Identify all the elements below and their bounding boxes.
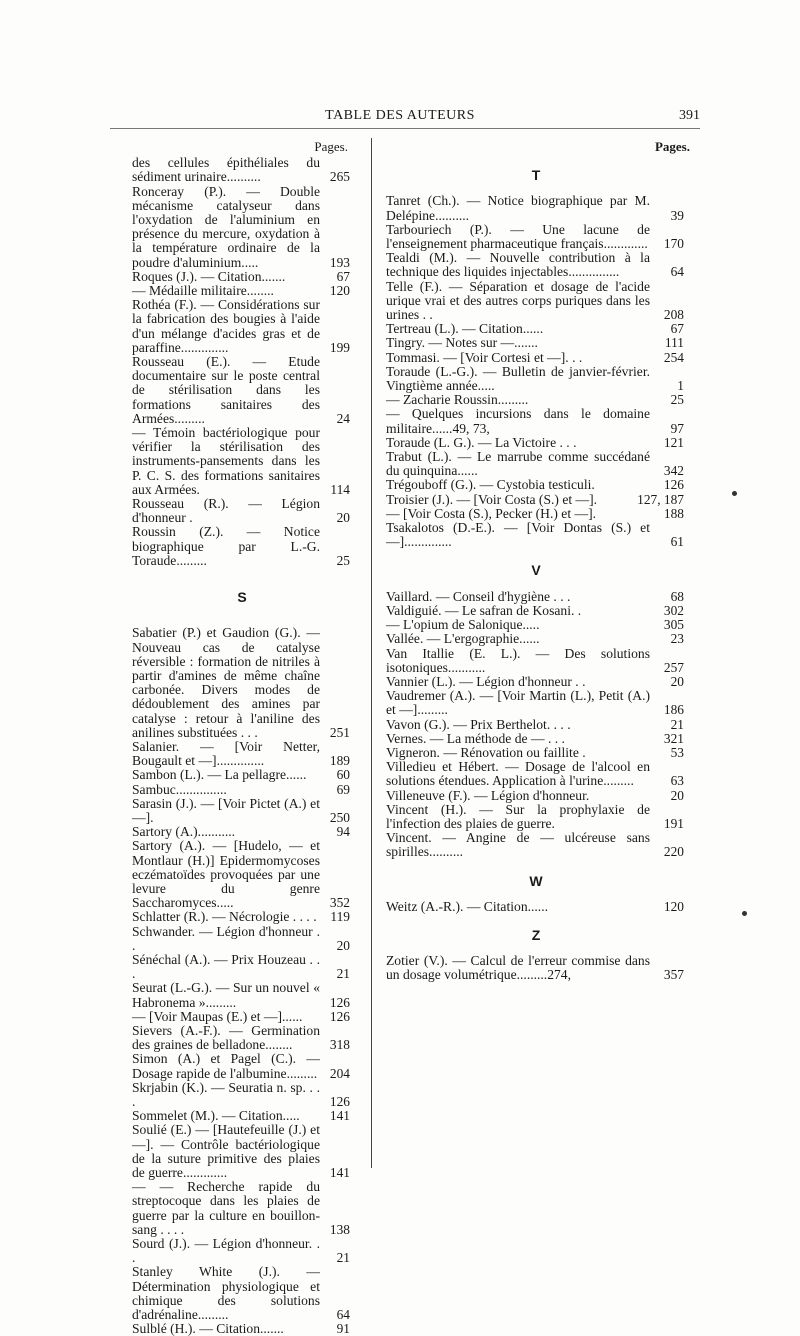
index-entry xyxy=(132,426,352,497)
entry-text: Rousseau (R.). — Légion d'honneur . xyxy=(132,496,320,526)
index-entry xyxy=(132,497,352,525)
entry-text: Vavon (G.). — Prix Berthelot. . . . xyxy=(386,716,571,732)
index-entry xyxy=(132,1180,352,1237)
entry-page-number: 138 xyxy=(329,1221,350,1237)
index-entry xyxy=(386,436,688,450)
page-number: 391 xyxy=(679,108,700,123)
entry-page-number: 120 xyxy=(663,898,684,914)
entry-page-number: 25 xyxy=(336,552,350,568)
entry-text: Schwander. — Légion d'honneur . . xyxy=(132,923,320,953)
index-entry xyxy=(386,351,688,365)
entry-page-number: 141 xyxy=(329,1108,350,1124)
entry-page-number: 254 xyxy=(663,349,684,365)
entry-page-number: 69 xyxy=(336,781,350,797)
entry-page-number: 186 xyxy=(663,702,684,718)
index-entry xyxy=(386,647,688,675)
entry-text: Vincent (H.). — Sur la prophylaxie de l'infection des plaies de guerre. xyxy=(386,801,650,831)
index-entry xyxy=(132,1081,352,1109)
index-entry xyxy=(386,507,688,521)
entry-page-number: 251 xyxy=(329,724,350,740)
entry-text: Toraude (L.-G.). — Bulletin de janvier-février. Vingtième année..... xyxy=(386,363,650,394)
entry-text: Toraude (L. G.). — La Victoire . . . xyxy=(386,434,577,450)
margin-dot xyxy=(732,491,737,496)
section-letter: T xyxy=(531,167,541,184)
entry-text: — [Voir Costa (S.), Pecker (H.) et —]. xyxy=(386,505,597,521)
entry-page-number: 191 xyxy=(663,815,684,831)
entry-text: Sarasin (J.). — [Voir Pictet (A.) et —]. xyxy=(132,795,320,825)
entry-text: Tealdi (M.). — Nouvelle contribution à la technique des liquides injectables............... xyxy=(386,250,650,280)
index-entry xyxy=(132,1052,352,1080)
entry-page-number: 321 xyxy=(663,730,684,746)
entry-page-number: 126 xyxy=(329,1094,350,1109)
entry-text: Tanret (Ch.). — Notice biographique par M. Delépine.......... xyxy=(386,193,650,223)
entry-text: Roques (J.). — Citation....... xyxy=(132,268,286,284)
entry-page-number: 25 xyxy=(670,392,684,408)
index-entry xyxy=(132,783,352,797)
index-entry xyxy=(132,284,352,298)
entry-text: Tarbouriech (P.). — Une lacune de l'enseignement pharmaceutique français............. xyxy=(386,221,650,252)
entry-text: Troisier (J.). — [Voir Costa (S.) et —]. xyxy=(386,491,598,507)
entry-text: Valdiguié. — Le safran de Kosani. . xyxy=(386,602,582,618)
entry-text: Sambuc............... xyxy=(132,781,227,797)
entry-text: Sabatier (P.) et Gaudion (G.). — Nouveau cas de catalyse réversible : formation de nitriles à partir d'amines de même chaîne carbonée. Divers modes de dédoublement des amines par catalyse : retour à l'aniline des anilines substituées . . . xyxy=(132,625,320,740)
entry-text: Tingry. — Notes sur —....... xyxy=(386,335,538,351)
entry-page-number: 114 xyxy=(330,481,350,497)
index-entry xyxy=(132,1010,352,1024)
index-entry xyxy=(386,789,688,803)
index-entry xyxy=(132,626,352,740)
index-entry xyxy=(386,322,688,336)
index-entry xyxy=(386,336,688,350)
entry-page-number: 67 xyxy=(670,321,684,337)
index-entry xyxy=(386,478,688,492)
index-entry xyxy=(386,365,688,393)
index-entry xyxy=(132,355,352,426)
index-entry xyxy=(386,803,688,831)
entry-text: Zotier (V.). — Calcul de l'erreur commise dans un dosage volumétrique.........274, xyxy=(386,953,650,983)
entry-text: Sartory (A.)........... xyxy=(132,824,236,840)
entry-page-number: 61 xyxy=(670,534,684,550)
entry-text: Weitz (A.-R.). — Citation...... xyxy=(386,898,549,914)
entry-page-number: 204 xyxy=(329,1065,350,1081)
index-entry xyxy=(386,604,688,618)
index-entry xyxy=(132,1322,352,1336)
index-entry xyxy=(386,521,688,549)
entry-text: Vigneron. — Rénovation ou faillite . xyxy=(386,744,586,760)
entry-page-number: 21 xyxy=(336,966,350,982)
entry-page-number: 302 xyxy=(663,602,684,618)
index-entry xyxy=(132,1123,352,1180)
index-entry xyxy=(386,689,688,717)
entry-page-number: 21 xyxy=(336,1250,350,1266)
entry-text: — Quelques incursions dans le domaine militaire......49, 73, xyxy=(386,406,650,436)
entry-page-number: 141 xyxy=(329,1165,350,1181)
pages-label: Pages. xyxy=(654,139,690,154)
entry-page-number: 170 xyxy=(663,236,684,252)
entry-page-number: 127, 187 xyxy=(637,491,684,507)
index-entry xyxy=(132,1265,352,1322)
entry-page-number: 305 xyxy=(663,617,684,633)
entry-page-number: 64 xyxy=(670,264,684,280)
entry-text: Sambon (L.). — La pellagre...... xyxy=(132,767,307,783)
entry-page-number: 94 xyxy=(336,824,350,840)
entry-text: Skrjabin (K.). — Seuratia n. sp. . . . xyxy=(132,1079,320,1109)
entry-text: Telle (F.). — Séparation et dosage de l'acide urique vrai et des autres corps puriques dans les urines . . xyxy=(386,278,650,323)
entry-page-number: 91 xyxy=(336,1321,350,1336)
entry-text: Simon (A.) et Pagel (C.). — Dosage rapide de l'albumine......... xyxy=(132,1051,320,1081)
column-divider xyxy=(371,138,372,1168)
entry-page-number: 53 xyxy=(670,744,684,760)
entry-text: Ronceray (P.). — Double mécanisme catalyseur dans l'oxydation de l'aluminium en présence du mercure, oxydation à la température ordinaire de la poudre d'aluminium..... xyxy=(132,183,320,270)
entry-page-number: 20 xyxy=(670,787,684,803)
entry-text: — [Voir Maupas (E.) et —]...... xyxy=(132,1008,303,1024)
index-entry xyxy=(132,910,352,924)
entry-text: Salanier. — [Voir Netter, Bougault et —].............. xyxy=(132,738,320,769)
entry-page-number: 208 xyxy=(663,307,684,323)
index-entry xyxy=(132,953,352,981)
index-entry xyxy=(132,797,352,825)
entry-text: Tsakalotos (D.-E.). — [Voir Dontas (S.) et —].............. xyxy=(386,520,650,550)
index-entry xyxy=(386,718,688,732)
index-entry xyxy=(132,825,352,839)
index-entry xyxy=(132,298,352,355)
entry-page-number: 63 xyxy=(670,773,684,789)
entry-text: des cellules épithéliales du sédiment urinaire.......... xyxy=(132,155,320,185)
entry-page-number: 68 xyxy=(670,588,684,604)
entry-page-number: 257 xyxy=(663,659,684,675)
index-entry xyxy=(386,251,688,279)
section-letter: Z xyxy=(531,926,541,943)
index-entry xyxy=(386,223,688,251)
entry-text: Vaillard. — Conseil d'hygiène . . . xyxy=(386,588,571,604)
index-entry xyxy=(132,185,352,270)
section-letter: W xyxy=(529,872,543,889)
entry-page-number: 60 xyxy=(336,767,350,783)
margin-dot xyxy=(742,911,747,916)
entry-page-number: 111 xyxy=(664,335,684,351)
entry-text: — Témoin bactériologique pour vérifier la stérilisation des instruments-pansements dans les P. C. S. des formations sanitaires aux Armées. xyxy=(132,425,320,497)
entry-text: Schlatter (R.). — Nécrologie . . . . xyxy=(132,909,317,925)
entry-page-number: 97 xyxy=(670,420,684,436)
index-entry xyxy=(386,450,688,478)
index-entry xyxy=(386,746,688,760)
entry-text: Roussin (Z.). — Notice biographique par L.-G. Toraude......... xyxy=(132,524,320,568)
entry-page-number: 64 xyxy=(336,1307,350,1323)
entry-text: Seurat (L.-G.). — Sur un nouvel « Habronema »......... xyxy=(132,980,320,1010)
entry-text: Van Itallie (E. L.). — Des solutions isotoniques........... xyxy=(386,645,650,675)
section-letter: V xyxy=(531,562,541,579)
entry-page-number: 357 xyxy=(663,967,684,983)
entry-text: — Médaille militaire........ xyxy=(132,283,274,299)
entry-page-number: 352 xyxy=(329,895,350,911)
running-head-title: TABLE DES AUTEURS xyxy=(325,108,475,123)
entry-text: Vaudremer (A.). — [Voir Martin (L.), Petit (A.) et —]......... xyxy=(386,688,650,718)
entry-page-number: 119 xyxy=(330,909,350,925)
index-entry xyxy=(132,839,352,910)
entry-text: — Zacharie Roussin......... xyxy=(386,392,529,408)
entry-page-number: 199 xyxy=(329,339,350,355)
header-rule xyxy=(110,128,700,129)
index-entry xyxy=(132,1237,352,1265)
entry-text: Rothéa (F.). — Considérations sur la fabrication des bougies à l'aide d'un mélange d'acides gras et de paraffine.............. xyxy=(132,297,320,355)
index-entry xyxy=(386,280,688,323)
index-entry xyxy=(386,590,688,604)
entry-text: — — Recherche rapide du streptocoque dans les plaies de guerre par la culture en bouillon-sang . . . . xyxy=(132,1179,320,1237)
index-entry xyxy=(386,831,688,859)
entry-page-number: 126 xyxy=(663,477,684,493)
entry-text: Vincent. — Angine de — ulcéreuse sans spirilles.......... xyxy=(386,830,650,860)
entry-page-number: 189 xyxy=(329,753,350,769)
index-entry xyxy=(386,760,688,788)
entry-page-number: 193 xyxy=(329,254,350,270)
index-entry xyxy=(132,525,352,568)
entry-text: Vallée. — L'ergographie...... xyxy=(386,631,540,647)
entry-page-number: 67 xyxy=(336,268,350,284)
entry-page-number: 20 xyxy=(336,937,350,953)
right-column xyxy=(386,140,698,983)
index-entry xyxy=(386,732,688,746)
entry-page-number: 1 xyxy=(677,378,684,394)
index-entry xyxy=(132,740,352,768)
entry-text: Rousseau (E.). — Etude documentaire sur le poste central de stérilisation dans les formations sanitaires des Armées......... xyxy=(132,354,320,426)
entry-text: Soulié (E.) — [Hautefeuille (J.) et —]. — Contrôle bactériologique de la suture primitive des plaies de guerre............. xyxy=(132,1122,320,1181)
entry-text: Vannier (L.). — Légion d'honneur . . xyxy=(386,673,586,689)
entry-text: — L'opium de Salonique..... xyxy=(386,617,540,633)
entry-text: Villeneuve (F.). — Légion d'honneur. xyxy=(386,787,590,803)
index-entry xyxy=(386,675,688,689)
index-entry xyxy=(386,900,688,914)
entry-page-number: 21 xyxy=(670,716,684,732)
entry-text: Tertreau (L.). — Citation...... xyxy=(386,321,544,337)
entry-page-number: 342 xyxy=(663,463,684,479)
entry-text: Sulblé (H.). — Citation....... xyxy=(132,1321,284,1336)
entry-page-number: 250 xyxy=(329,809,350,825)
index-entry xyxy=(132,925,352,953)
entry-text: Stanley White (J.). — Détermination physiologique et chimique des solutions d'adrénaline......... xyxy=(132,1264,320,1323)
index-entry xyxy=(386,393,688,407)
entry-page-number: 121 xyxy=(663,434,684,450)
index-entry xyxy=(386,632,688,646)
index-entry xyxy=(132,768,352,782)
index-entry xyxy=(386,954,688,982)
entry-page-number: 120 xyxy=(329,283,350,299)
entry-text: Sourd (J.). — Légion d'honneur. . . xyxy=(132,1236,320,1266)
entry-page-number: 188 xyxy=(663,505,684,521)
entry-page-number: 24 xyxy=(336,410,350,426)
entry-text: Vernes. — La méthode de — . . . xyxy=(386,730,565,746)
index-entry xyxy=(386,493,688,507)
left-column xyxy=(132,139,360,1336)
entry-text: Trégouboff (G.). — Cystobia testiculi. xyxy=(386,477,595,493)
index-entry xyxy=(132,1109,352,1123)
entry-page-number: 220 xyxy=(663,844,684,860)
index-entry xyxy=(386,194,688,222)
entry-page-number: 23 xyxy=(670,631,684,647)
index-entry xyxy=(386,618,688,632)
entry-text: Tommasi. — [Voir Cortesi et —]. . . xyxy=(386,349,583,365)
entry-page-number: 39 xyxy=(670,207,684,223)
index-entry xyxy=(132,1024,352,1052)
entry-page-number: 265 xyxy=(329,169,350,185)
entry-page-number: 126 xyxy=(329,994,350,1010)
entry-page-number: 126 xyxy=(329,1008,350,1024)
entry-text: Sommelet (M.). — Citation..... xyxy=(132,1108,300,1124)
index-entry xyxy=(132,981,352,1009)
entry-text: Trabut (L.). — Le marrube comme succédané du quinquina...... xyxy=(386,449,650,479)
entry-text: Sartory (A.). — [Hudelo, — et Montlaur (H.)] Epidermomycoses eczématoïdes provoquées par une levure du genre Saccharomyces..... xyxy=(132,838,320,911)
section-letter: S xyxy=(237,589,247,606)
entry-text: Villedieu et Hébert. — Dosage de l'alcool en solutions étendues. Application à l'urine......... xyxy=(386,759,650,789)
index-entry xyxy=(132,270,352,284)
entry-page-number: 20 xyxy=(670,673,684,689)
entry-page-number: 20 xyxy=(336,510,350,526)
entry-text: Sénéchal (A.). — Prix Houzeau . . . xyxy=(132,951,320,982)
index-entry xyxy=(132,156,352,184)
entry-page-number: 318 xyxy=(329,1037,350,1053)
entry-text: Sievers (A.-F.). — Germination des graines de belladone........ xyxy=(132,1022,320,1053)
pages-label: Pages. xyxy=(314,139,348,154)
index-entry xyxy=(386,407,688,435)
